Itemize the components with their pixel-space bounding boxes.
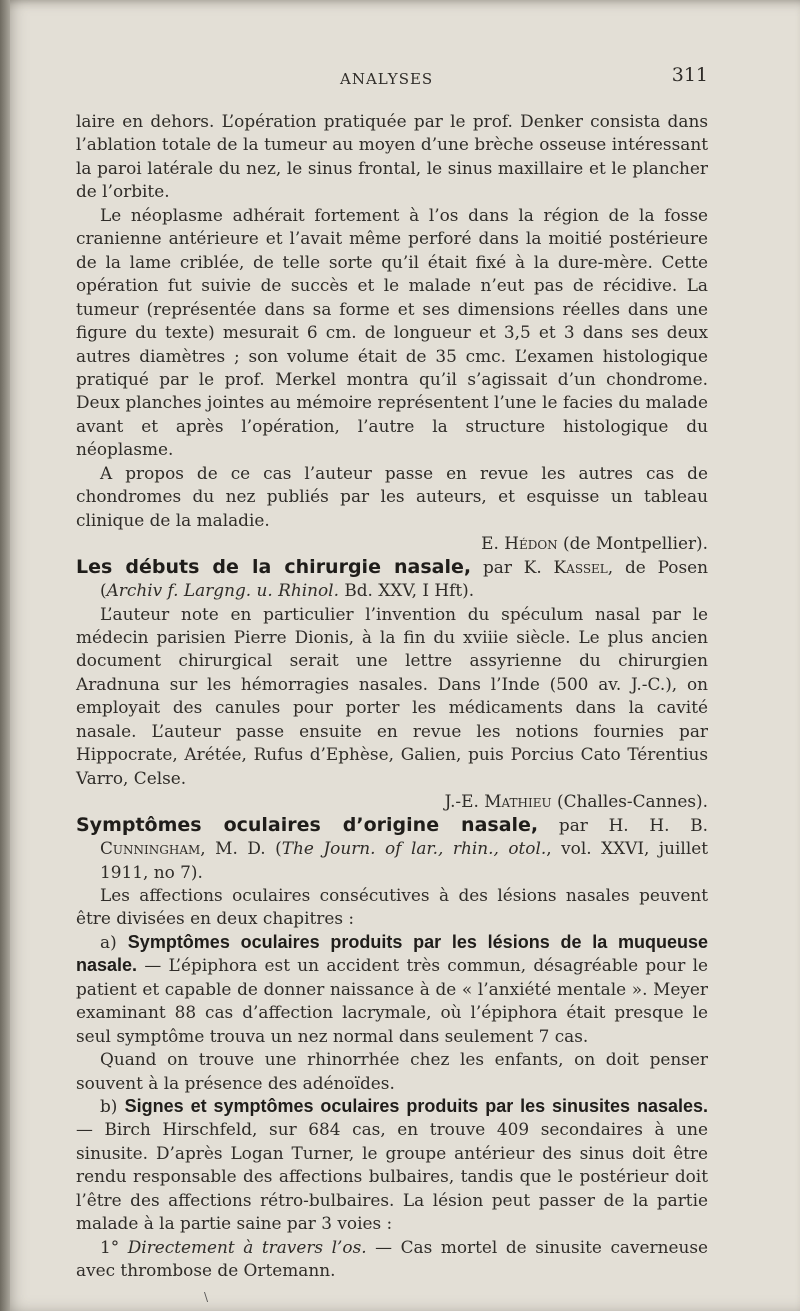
page-number: 311 — [671, 64, 708, 86]
subsection-title: Symptômes oculaires produits par les lésions de la muqueuse nasale. — [76, 931, 709, 976]
paragraph: Les affections oculaires consécutives à des lésions nasales peuvent être divisées en deux chapitres : — [76, 884, 708, 929]
article-heading — [76, 556, 708, 603]
subsection-a — [76, 931, 708, 1048]
reference-text: Bd. XXV, I Hft). — [338, 580, 475, 601]
footer-mark: \ — [204, 1290, 209, 1304]
paragraph: laire en dehors. L’opération pratiquée par le prof. Denker consista dans l’ablation totale de la tumeur au moyen d’une brèche osseuse intéressant la paroi latérale du nez, le sinus frontal, le sinus maxillaire et le plancher de l’orbite. — [76, 111, 708, 202]
list-number: 1° — [100, 1236, 128, 1257]
journal-name: Archiv f. Largng. u. Rhinol. — [106, 580, 339, 601]
reference-text: , vol. XXVI, juillet 1911, no 7). — [100, 838, 709, 882]
paragraph: L’auteur note en particulier l’invention du spéculum nasal par le médecin parisien Pierre Dionis, à la fin du xviiie siècle. Le plus ancien document chirurgical serait une lettre assyrienne du chirurgien Aradnuna sur les hémorragies nasales. Dans l’Inde (500 av. J.-C.), on employait des canules pour porter les médicaments dans la cavité nasale. L’auteur passe ensuite en revue les notions fournies par Hippocrate, Arétée, Rufus d’Ephèse, Galien, puis Porcius Cato Térentius Varro, Celse. — [76, 603, 708, 788]
journal-name: The Journ. of lar., rhin., otol. — [281, 838, 547, 859]
paragraph: Quand on trouve une rhinorrhée chez les enfants, on doit penser souvent à la présence des adénoïdes. — [76, 1049, 708, 1093]
article-title: Symptômes oculaires d’origine nasale, — [76, 813, 539, 836]
signature-place: (de Montpellier). — [557, 533, 708, 554]
byline: par H. H. B. — [538, 814, 708, 835]
reference-text: , de Posen ( — [100, 556, 708, 601]
article-heading — [76, 814, 708, 884]
author-name: Cunningham — [100, 838, 201, 859]
book-spine-shadow — [0, 0, 10, 1311]
list-item — [76, 1236, 708, 1283]
list-item-title: Directement à travers l’os. — [127, 1236, 367, 1257]
subsection-b — [76, 1095, 708, 1236]
page-header — [76, 64, 708, 94]
list-item-text: — Cas mortel de sinusite caverneuse avec thrombose de Ortemann. — [76, 1236, 708, 1281]
paragraph: A propos de ce cas l’auteur passe en revue les autres cas de chondromes du nez publiés par les auteurs, et esquisse un tableau clinique de la maladie. — [76, 462, 708, 530]
signature-name: E. Hédon — [481, 533, 558, 554]
running-head: ANALYSES — [340, 70, 434, 88]
reference-text: , M. D. ( — [200, 838, 282, 859]
subsection-label: a) — [100, 931, 128, 952]
subsection-title: Signes et symptômes oculaires produits par les sinusites nasales. — [124, 1096, 708, 1117]
signature — [76, 532, 708, 555]
byline: par K. — [471, 556, 554, 577]
article-title: Les débuts de la chirurgie nasale, — [76, 555, 472, 578]
paragraph: Le néoplasme adhérait fortement à l’os dans la région de la fosse cranienne antérieure et l’avait même perforé dans la moitié postérieure de la lame criblée, de telle sorte qu’il était fixé à la dure-mère. Cette opération fut suivie de succès et le malade n’eut pas de récidive. La tumeur (représentée dans sa forme et ses dimensions réelles dans une figure du texte) mesurait 6 cm. de longueur et 3,5 et 3 dans ses deux autres diamètres ; son volume était de 35 cmc. L’examen histologique pratiqué par le prof. Merkel montra qu’il s’agissait d’un chondrome. Deux planches jointes au mémoire représentent l’une le facies du malade avant et après l’opération, l’autre la structure histologique du néoplasme. — [76, 204, 708, 460]
subsection-text: — L’épiphora est un accident très commun, désagréable pour le patient et capable de donner naissance à de « l’anxiété mentale ». Meyer examinant 88 cas d’affection lacrymale, où l’épiphora était presque le seul symptôme trouva un nez normal dans seulement 7 cas. — [76, 955, 708, 1046]
page-body — [76, 110, 708, 1283]
subsection-text: — Birch Hirschfeld, sur 684 cas, en trouve 409 secondaires à une sinusite. D’après Logan Turner, le groupe antérieur des sinus doit être rendu responsable des affections bulbaires, tandis que le postérieur doit l’être des affections rétro-bulbaires. La lésion peut passer de la partie malade à la partie saine par 3 voies : — [76, 1119, 708, 1234]
signature-place: (Challes-Cannes). — [551, 791, 708, 812]
author-name: Kassel — [553, 556, 608, 577]
signature — [76, 790, 708, 813]
subsection-label: b) — [100, 1096, 125, 1117]
signature-name: J.-E. Mathieu — [444, 791, 552, 812]
